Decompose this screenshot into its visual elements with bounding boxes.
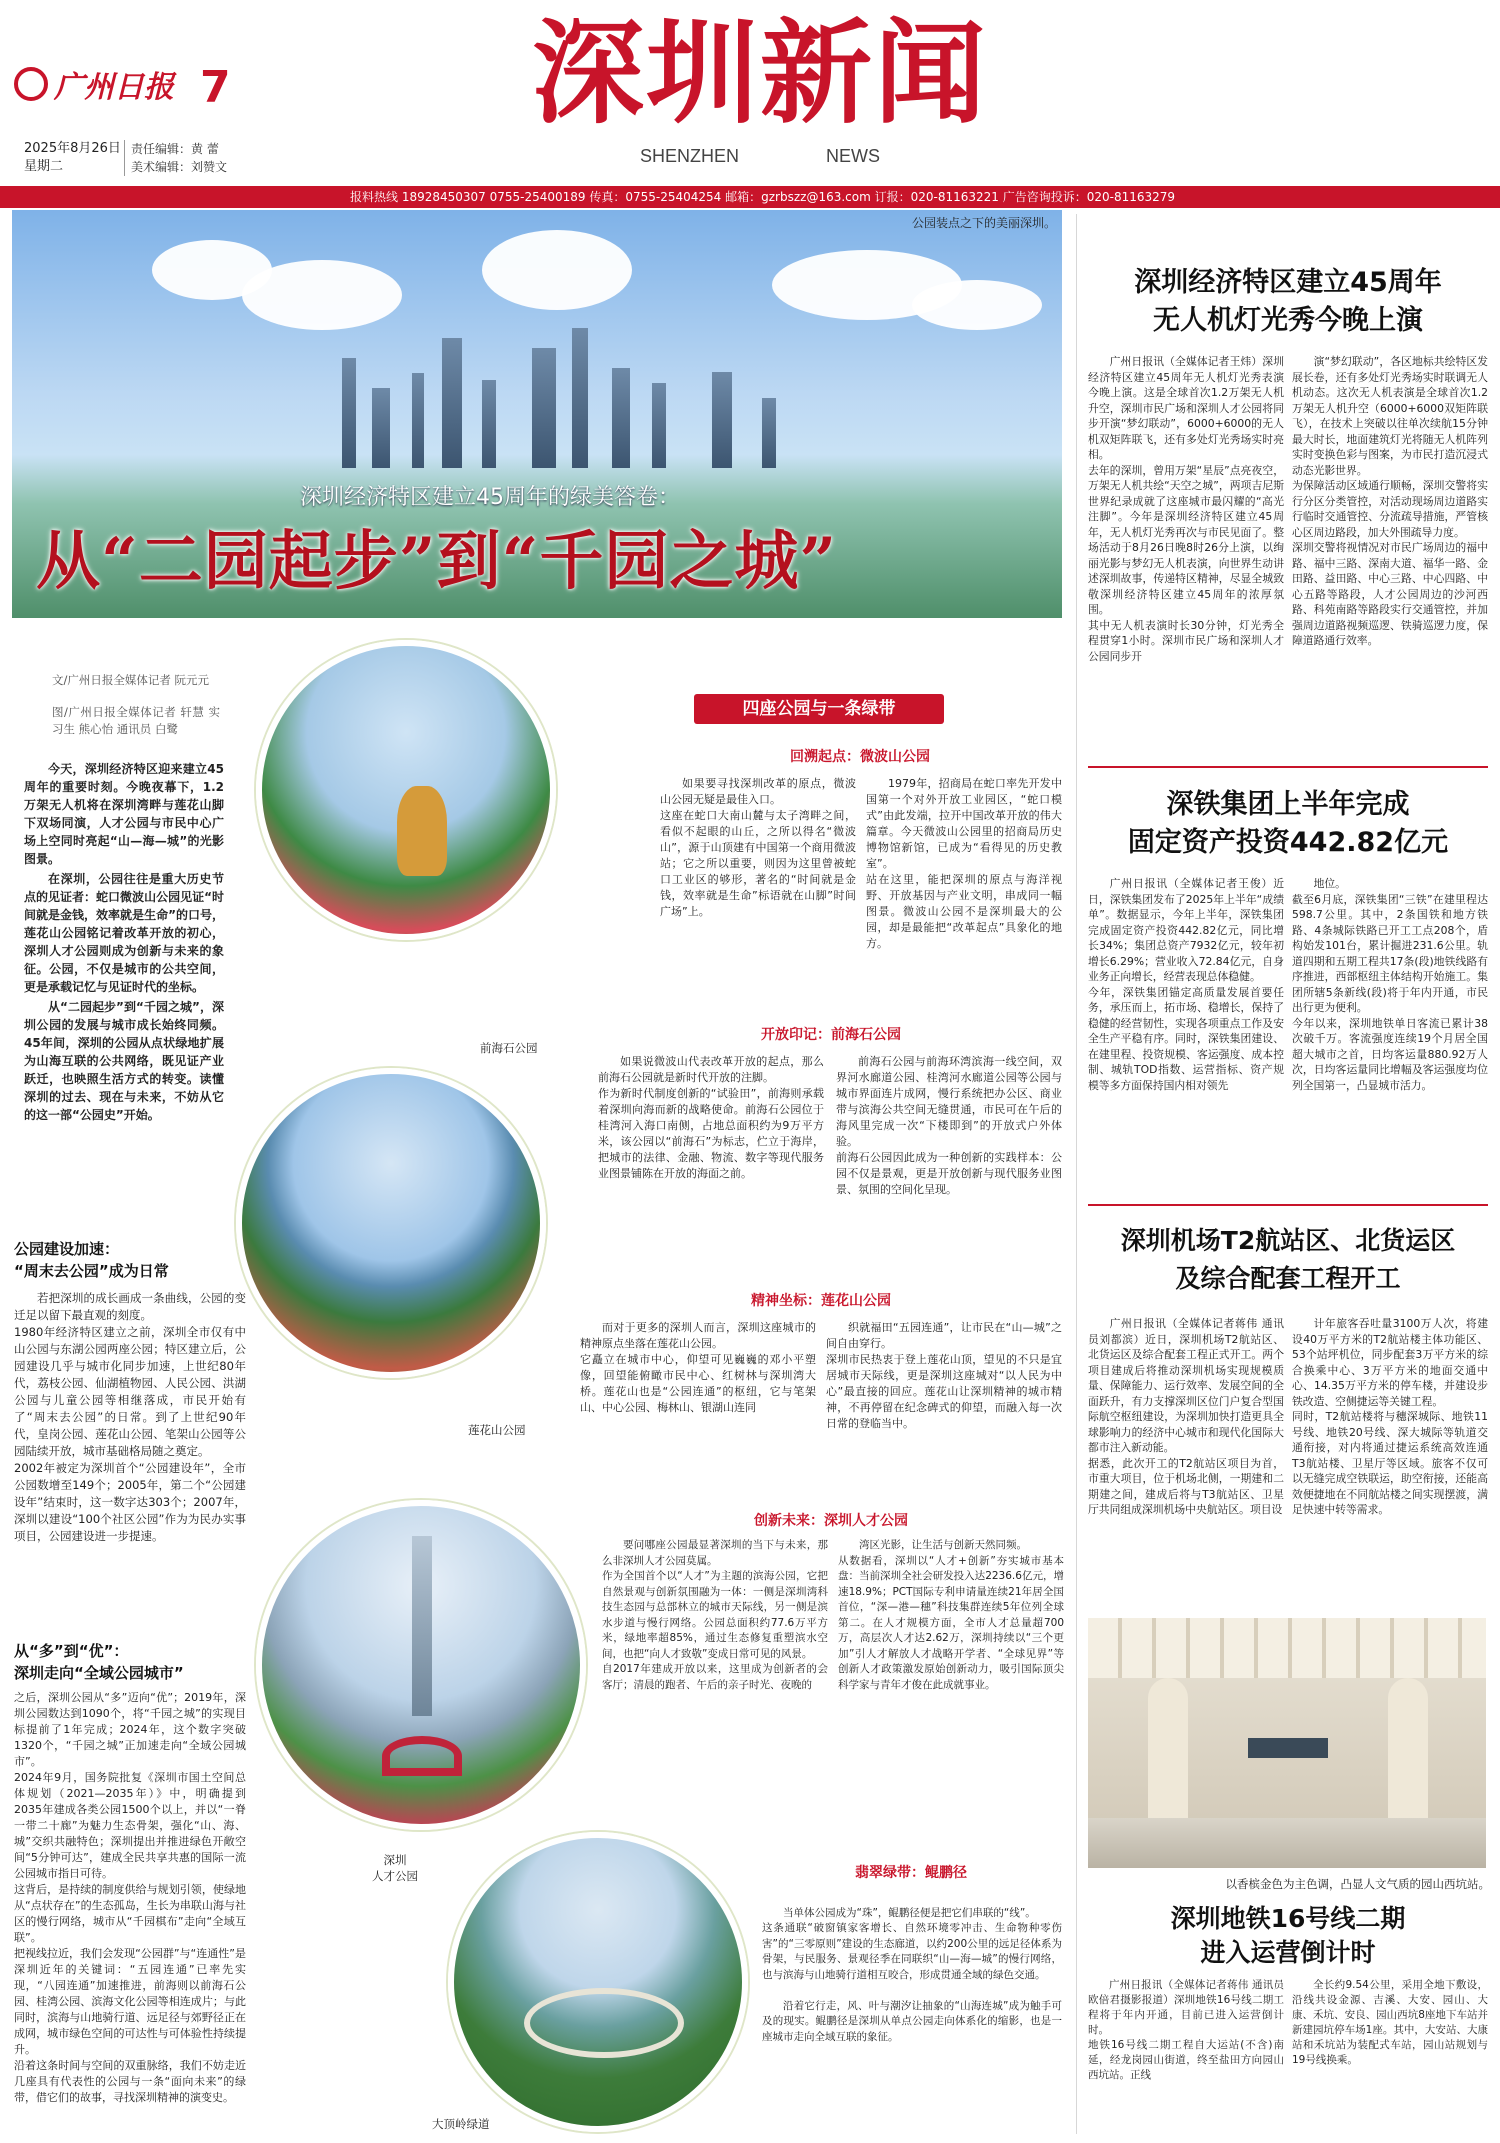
park-1-col2: 1979年，招商局在蛇口率先开发中国第一个对外开放工业园区，“蛇口模式”由此发端，拉开中国改革开放的伟大篇章。今天微波山公园里的招商局历史博物馆新馆，已成为“看得见的历史教室”。 站在这里，能把深圳的原点与海洋视野、开放基因与产业文明，串成同一幅图景。微波山公园不是深圳最大的公园，却是最能把“改革起点”具象化的地方。 [866, 777, 1062, 950]
hotline-bar: 报料热线 18928450307 0755-25400189 传真：0755-25404254 邮箱：gzrbszz@163.com 订报：020-81163221 广告咨询投诉：020-81163279 [0, 186, 1500, 208]
photo-dadingling-greenway [448, 1832, 748, 2132]
issue-weekday: 星期二 [24, 159, 64, 174]
editor-block [124, 140, 227, 176]
park-2-heading: 开放印记：前海石公园 [761, 1027, 901, 1043]
left-section-1-heading [14, 1238, 244, 1282]
park-5-heading: 翡翠绿带：鲲鹏径 [855, 1865, 967, 1881]
left-section-2-subtitle: 深圳走向“全域公园城市” [14, 1664, 184, 1682]
side-article-3-col2: 计年旅客吞吐量3100万人次，将建设40万平方米的T2航站楼主体功能区、53个站坪机位，同步配套3万平方米的综合换乘中心、3万平方米的地面交通中心、14.35万平方米的停车楼，并建设步铁改造、空侧捷运等关键工程。 同时，T2航站楼将与穗深城际、地铁11号线、地铁20号线、深大城际等轨道交通衔接，对内将通过捷运系统高效连通T3航站楼、卫星厅等区域。旅客不仅可以无缝完成空铁联运，助空衔接，还能高效便捷地在不同航站楼之间实现摆渡，满足快速中转等需求。 [1292, 1317, 1488, 1516]
side-article-2-title-l2: 固定资产投资442.82亿元 [1127, 827, 1449, 858]
issue-date: 2025年8月26日 [24, 141, 121, 156]
side-article-3-title [1088, 1222, 1488, 1298]
side-article-3-title-l2: 及综合配套工程开工 [1175, 1264, 1401, 1293]
side-article-1-title-l2: 无人机灯光秀今晚上演 [1153, 305, 1423, 336]
page-number: 7 [200, 62, 231, 113]
section-subtitle [640, 146, 880, 167]
caption-lianhua: 莲花山公园 [468, 1423, 526, 1437]
caption-metro: 以香槟金色为主色调，凸显人文气质的园山西坑站。 [1225, 1877, 1490, 1891]
side-article-4-col2: 全长约9.54公里，采用全地下敷设，沿线共设金源、吉溪、大安、园山、大康、禾坑、安良、园山西坑8座地下车站并新建园坑停车场1座。其中，大安站、大康站和禾坑站为装配式车站，园山站规划与19号线换乘。 [1292, 1979, 1488, 2066]
photo-credit: 图/广州日报全媒体记者 轩慧 实习生 熊心怡 通讯员 白鹭 [52, 705, 220, 736]
section-sub-left: SHENZHEN [640, 146, 740, 166]
park-4-col2: 湾区光影，让生活与创新天然同频。 从数据看，深圳以“人才+创新”夯实城市基本盘：当前深圳全社会研发投入达2236.6亿元，增速18.9%；PCT国际专利申请量连续21年居全国首位，“深—港—穗”科技集群连续5年位列全球第二。在人才规模方面，全市人才总量超700万，高层次人才达2.62万，深圳持续以“三个更加”引人才解放人才战略开学者、“全球见界”等创新人才政策激发原始创新动力，吸引国际顶尖科学家与青年才俊在此成就事业。 [838, 1539, 1064, 1691]
left-section-2-title: 从“多”到“优”： [14, 1642, 129, 1660]
section-sub-right: NEWS [826, 146, 880, 166]
side-article-3-title-l1: 深圳机场T2航站区、北货运区 [1120, 1226, 1456, 1255]
main-headline: 从“二园起步”到“千园之城” [36, 524, 838, 599]
photo-talent-park [256, 1500, 586, 1830]
park-3-heading: 精神坐标：莲花山公园 [751, 1293, 891, 1309]
park-3-col1: 而对于更多的深圳人而言，深圳这座城市的精神原点坐落在莲花山公园。 它矗立在城市中心，仰望可见巍巍的邓小平塑像，回望能俯瞰市民中心、红树林与深圳湾大桥。莲花山也是“公园连通”的枢纽，它与笔架山、中心公园、梅林山、银湖山连同 [580, 1321, 816, 1414]
park-3-col2: 织就福田“五园连通”，让市民在“山—城”之间自由穿行。 深圳市民热衷于登上莲花山顶，望见的不只是宜居城市天际线，更是深圳这座城对“以人民为中心”最直接的回应。莲花山让深圳精神的城市精神，不再停留在纪念碑式的仰望，而融入每一次日常的登临当中。 [826, 1321, 1062, 1430]
side-article-2-title [1088, 786, 1488, 862]
park-5-col1: 当单体公园成为“珠”，鲲鹏径便是把它们串联的“线”。 这条通联“破窗镇家客增长、自然环境零冲击、生命物种零伤害”的“三零原则”建设的生态廊道，以约200公里的远足径体系为骨架，与民服务、景观径季在同联织“山—海—城”的慢行网络，也与滨海与山地骑行道相互咬合，形成贯通全域的绿色交通。 [762, 1906, 1062, 1981]
parks-banner: 四座公园与一条绿带 [694, 694, 944, 724]
byline: 文/广州日报全媒体记者 阮元元 [52, 673, 210, 687]
side-article-2-col2: 地位。 截至6月底，深铁集团“三铁”在建里程达598.7公里。其中，2条国铁和地方铁路、4条城际铁路已开工工点208个，盾构始发101台，累计掘进231.6公里。轨道四期和五期工程共17条(段)地铁线路有序推进，西部枢纽主体结构开始施工。集团所辖5条新线(段)将于年内开通，市民出行更为便利。 今年以来，深圳地铁单日客流已累计38次破千万。客流强度连续19个月居全国超大城市之首，日均客运量880.92万人次，日均客运量同比增幅及客运强度均位列全国第一，凸显城市活力。 [1292, 877, 1488, 1092]
lead-intro [24, 760, 224, 1124]
caption-talent-park [372, 1852, 418, 1884]
left-section-1-title: 公园建设加速： [14, 1240, 120, 1258]
left-section-2-heading [14, 1640, 244, 1684]
photo-metro-station [1088, 1618, 1486, 1868]
side-article-1-col1: 广州日报讯（全媒体记者王炜）深圳经济特区建立45周年无人机灯光秀表演今晚上演。这是全球首次1.2万架无人机升空，深圳市民广场和深圳人才公园将同步开演“梦幻联动”，6000+6000的无人机双矩阵联飞，还有多处灯光秀场实时亮相。 去年的深圳，曾用万架“星辰”点亮夜空，万架无人机共绘“天空之城”，两项吉尼斯世界纪录成就了这座城市最闪耀的“高光注脚”。今年是深圳经济特区建立45周年，无人机灯光秀再次与市民见面了。整场活动于8月26日晚8时26分上演，以绚丽光影与梦幻无人机表演，向世界生动讲述深圳故事，传递特区精神，尽显全城致敬深圳经济特区建立45周年的浓厚氛围。 其中无人机表演时长30分钟，灯光秀全程贯穿1小时。深圳市民广场和深圳人才公园同步开 [1088, 355, 1284, 663]
park-4-heading: 创新未来：深圳人才公园 [754, 1513, 908, 1529]
logo-ring-icon [14, 67, 48, 101]
hero-caption: 公园装点之下的美丽深圳。 [911, 216, 1056, 230]
side-article-1-col2: 演“梦幻联动”，各区地标共绘特区发展长卷，还有多处灯光秀场实时联调无人机动态。这次无人机表演是全球首次1.2万架无人机升空（6000+6000双矩阵联飞），在技术上突破以往单次续航15分钟最大时长，地面建筑灯光将随无人机阵列实时变换色彩与图案，为市民打造沉浸式动态光影世界。 为保障活动区域通行顺畅，深圳交警将实行分区分类管控，对活动现场周边道路实行临时交通管控、分流疏导措施，严管核心区周边路段，加大外围疏导力度。 深圳交警将视情况对市民广场周边的福中路、福中三路、深南大道、福华一路、金田路、益田路、中心三路、中心四路、中心五路等路段，人才公园周边的沙河西路、科苑南路等路段实行交通管控，并加强周边道路视频巡逻、铁骑巡逻力度，保障道路通行效率。 [1292, 355, 1488, 647]
park-1-col1: 如果要寻找深圳改革的原点，微波山公园无疑是最佳入口。 这座在蛇口大南山麓与太子湾畔之间，看似不起眼的山丘，之所以得名“微波山”，源于山顶建有中国第一个商用微波站；它之所以重要，则因为这里曾被蛇口工业区的够形，著名的“时间就是金钱，效率就是生命”标语就在山脚”时间广场”上。 [660, 777, 856, 918]
park-5-col2: 沿着它行走，风、叶与潮汐让抽象的“山海连城”成为触手可及的现实。鲲鹏径是深圳从单点公园走向体系化的缩影，也是一座城市走向全域互联的象征。 [762, 1999, 1062, 2043]
left-section-2-body: 之后，深圳公园从“多”迈向“优”；2019年，深圳公园数达到1090个，将“千园之城”的实现目标提前了1年完成；2024年，这个数字突破1320个，“千园之城”正加速走向“全域公园城市”。 2024年9月，国务院批复《深圳市国土空间总体规划（2021—2035年）》中，明确提到2035年建成各类公园1500个以上，并以“一脊一带二十廊”为魅力生态骨架，强化“山、海、城”交织共融特色；深圳提出并推进绿色开敞空间“5分钟可达”，建成全民共享共惠的国际一流公园城市指日可待。 这背后，是持续的制度供给与规划引领，使绿地从“点状存在”的生态孤岛，生长为串联山海与社区的慢行网络，城市从“千园棋布”走向“全域互联”。 把视线拉近，我们会发现“公园群”与“连通性”是深圳近年的关键词：“五园连通”已率先实现，“八园连通”加速推进，前海则以前海石公园、桂湾公园、滨海文化公园等相连成片；与此同时，滨海与山地骑行道、远足径与郊野径正在成网，城市绿色空间的可达性与可体验性持续提升。 沿着这条时间与空间的双重脉络，我们不妨走近几座具有代表性的公园与一条“面向未来”的绿带，借它们的故事，寻找深圳精神的演变史。 [14, 1691, 246, 2104]
caption-talent-park-1: 深圳 [383, 1853, 407, 1867]
left-section-1-body: 若把深圳的成长画成一条曲线，公园的变迁足以留下最直观的刻度。 1980年经济特区建立之前，深圳全市仅有中山公园与东湖公园两座公园；特区建立后，公园建设几乎与城市化同步加速，上世纪80年代，荔枝公园、仙湖植物园、人民公园、洪湖公园与儿童公园等相继落成，市民开始有了“周末去公园”的日常。到了上世纪90年代，皇岗公园、莲花山公园、笔架山公园等公园陆续开放，城市基础格局随之奠定。 2002年被定为深圳首个“公园建设年”，全市公园数增至149个；2005年，第二个“公园建设年”结束时，这一数字达303个；2007年，深圳以建设“100个社区公园”作为为民办实事项目，公园建设进一步提速。 [14, 1291, 246, 1543]
side-article-1-title [1088, 264, 1488, 340]
editor: 责任编辑：黄 蕾 [131, 142, 219, 156]
side-article-4-title-l1: 深圳地铁16号线二期 [1170, 1904, 1406, 1933]
side-article-2-title-l1: 深铁集团上半年完成 [1166, 789, 1410, 820]
newspaper-logo [14, 64, 214, 104]
left-section-1-subtitle: “周末去公园”成为日常 [14, 1262, 169, 1280]
art-editor: 美术编辑：刘赞文 [131, 160, 228, 174]
lead-intro-p1: 今天，深圳经济特区迎来建立45周年的重要时刻。今晚夜幕下，1.2万架无人机将在深圳湾畔与莲花山脚下双场同演，人才公园与市民中心广场上空同时亮起“山—海—城”的光影图景。 [24, 762, 224, 866]
park-1-heading: 回溯起点：微波山公园 [790, 749, 930, 765]
caption-qianhai: 前海石公园 [480, 1041, 538, 1055]
photo-lianhua-park [236, 1068, 546, 1378]
date-block [24, 140, 121, 176]
caption-talent-park-2: 人才公园 [372, 1869, 418, 1883]
paper-name: 广州日报 [54, 70, 174, 105]
side-article-4-title-l2: 进入运营倒计时 [1200, 1938, 1376, 1967]
side-article-3-col1: 广州日报讯（全媒体记者蒋伟 通讯员刘都滨）近日，深圳机场T2航站区、北货运区及综合配套工程正式开工。两个项目建成后将推动深圳机场实现规模质量、保障能力、运行效率、发展空间的全面跃升，有力支撑深圳区位门户复合型国际航空枢纽建设，为深圳加快打造更具全球影响力的经济中心城市和现代化国际大都市注入新动能。 据悉，此次开工的T2航站区项目为首，市重大项目，位于机场北侧，一期建和二期建之间，建成后将与T3航站区、卫星厅共同组成深圳机场中央航站区。项目设 [1088, 1317, 1284, 1516]
side-article-2-col1: 广州日报讯（全媒体记者王俊）近日，深铁集团发布了2025年上半年“成绩单”。数据显示，今年上半年，深铁集团完成固定资产投资442.82亿元，同比增长34%；集团总资产7932亿元，较年初增长6.29%；营业收入72.84亿元，自身业务正向增长，经营表现总体稳健。 今年，深铁集团锚定高质量发展首要任务，承压而上，拓市场、稳增长，保持了稳健的经营韧性，实现各项重点工作及安全生产平稳有序。同时，深铁集团建设、在建里程、投资规模、客运强度、成本控制、城轨TOD指数、运营指标、资产规模等多方面保持国内相对领先 [1088, 877, 1284, 1092]
park-4-col1: 要问哪座公园最显著深圳的当下与未来，那么非深圳人才公园莫属。 作为全国首个以“人才”为主题的滨海公园，它把自然景观与创新氛围融为一体：一侧是深圳湾科技生态园与总部林立的城市天际线，另一侧是滨水步道与慢行网络。公园总面积约77.6万平方米，绿地率超85%，通过生态修复重塑滨水空间，也把“向人才致敬”变成日常可见的风景。 自2017年建成开放以来，这里成为创新者的会客厅；清晨的跑者、午后的亲子时光、夜晚的 [602, 1539, 828, 1691]
park-2-col1: 如果说微波山代表改革开放的起点，那么前海石公园就是新时代开放的注脚。 作为新时代制度创新的“试验田”，前海则承载着深圳向海而新的战略使命。前海石公园位于桂湾河入海口南侧，占地总面积约为9万平方米，该公园以“前海石”为标志，伫立于海岸，把城市的法律、金融、物流、数字等现代服务业图景铺陈在开放的海面之前。 [598, 1055, 824, 1180]
section-title: 深圳新闻 [532, 8, 988, 139]
lead-intro-p3: 从“二园起步”到“千园之城”，深圳公园的发展与城市成长始终同频。45年间，深圳的公园从点状绿地扩展为山海互联的公共网络，既见证产业跃迁，也映照生活方式的转变。读懂深圳的过去、现在与未来，不妨从它的这一部“公园史”开始。 [24, 1000, 224, 1122]
caption-dadingling: 大顶岭绿道 [432, 2117, 490, 2131]
park-2-col2: 前海石公园与前海环湾滨海一线空间，双界河水廊道公园、桂湾河水廊道公园等公园与城市界面连片成网，慢行系统把办公区、商业带与滨海公共空间无缝贯通，市民可在午后的海风里完成一次“下楼即到”的开放式户外体验。 前海石公园因此成为一种创新的实践样本：公园不仅是景观，更是开放创新与现代服务业图景、氛围的空间化呈现。 [836, 1055, 1062, 1196]
park-5-body [762, 1890, 1062, 2061]
hero-kicker: 深圳经济特区建立45周年的绿美答卷： [300, 485, 680, 510]
photo-qianhai-stone [256, 640, 556, 940]
side-article-1-title-l1: 深圳经济特区建立45周年 [1134, 267, 1442, 298]
side-article-4-title [1088, 1902, 1488, 1970]
side-article-4-col1: 广州日报讯（全媒体记者蒋伟 通讯员欧倍君摄影报道）深圳地铁16号线二期工程将于年内开通，目前已进入运营倒计时。 地铁16号线二期工程自大运站(不含)南延，经龙岗园山街道，终至盐田方向园山西坑站。正线 [1088, 1979, 1284, 2081]
lead-intro-p2: 在深圳，公园往往是重大历史节点的见证者：蛇口微波山公园见证“时间就是金钱，效率就是生命”的口号，莲花山公园铭记着改革开放的初心，深圳人才公园则成为创新与未来的象征。公园，不仅是城市的公共空间，更是承载记忆与见证时代的坐标。 [24, 872, 224, 994]
